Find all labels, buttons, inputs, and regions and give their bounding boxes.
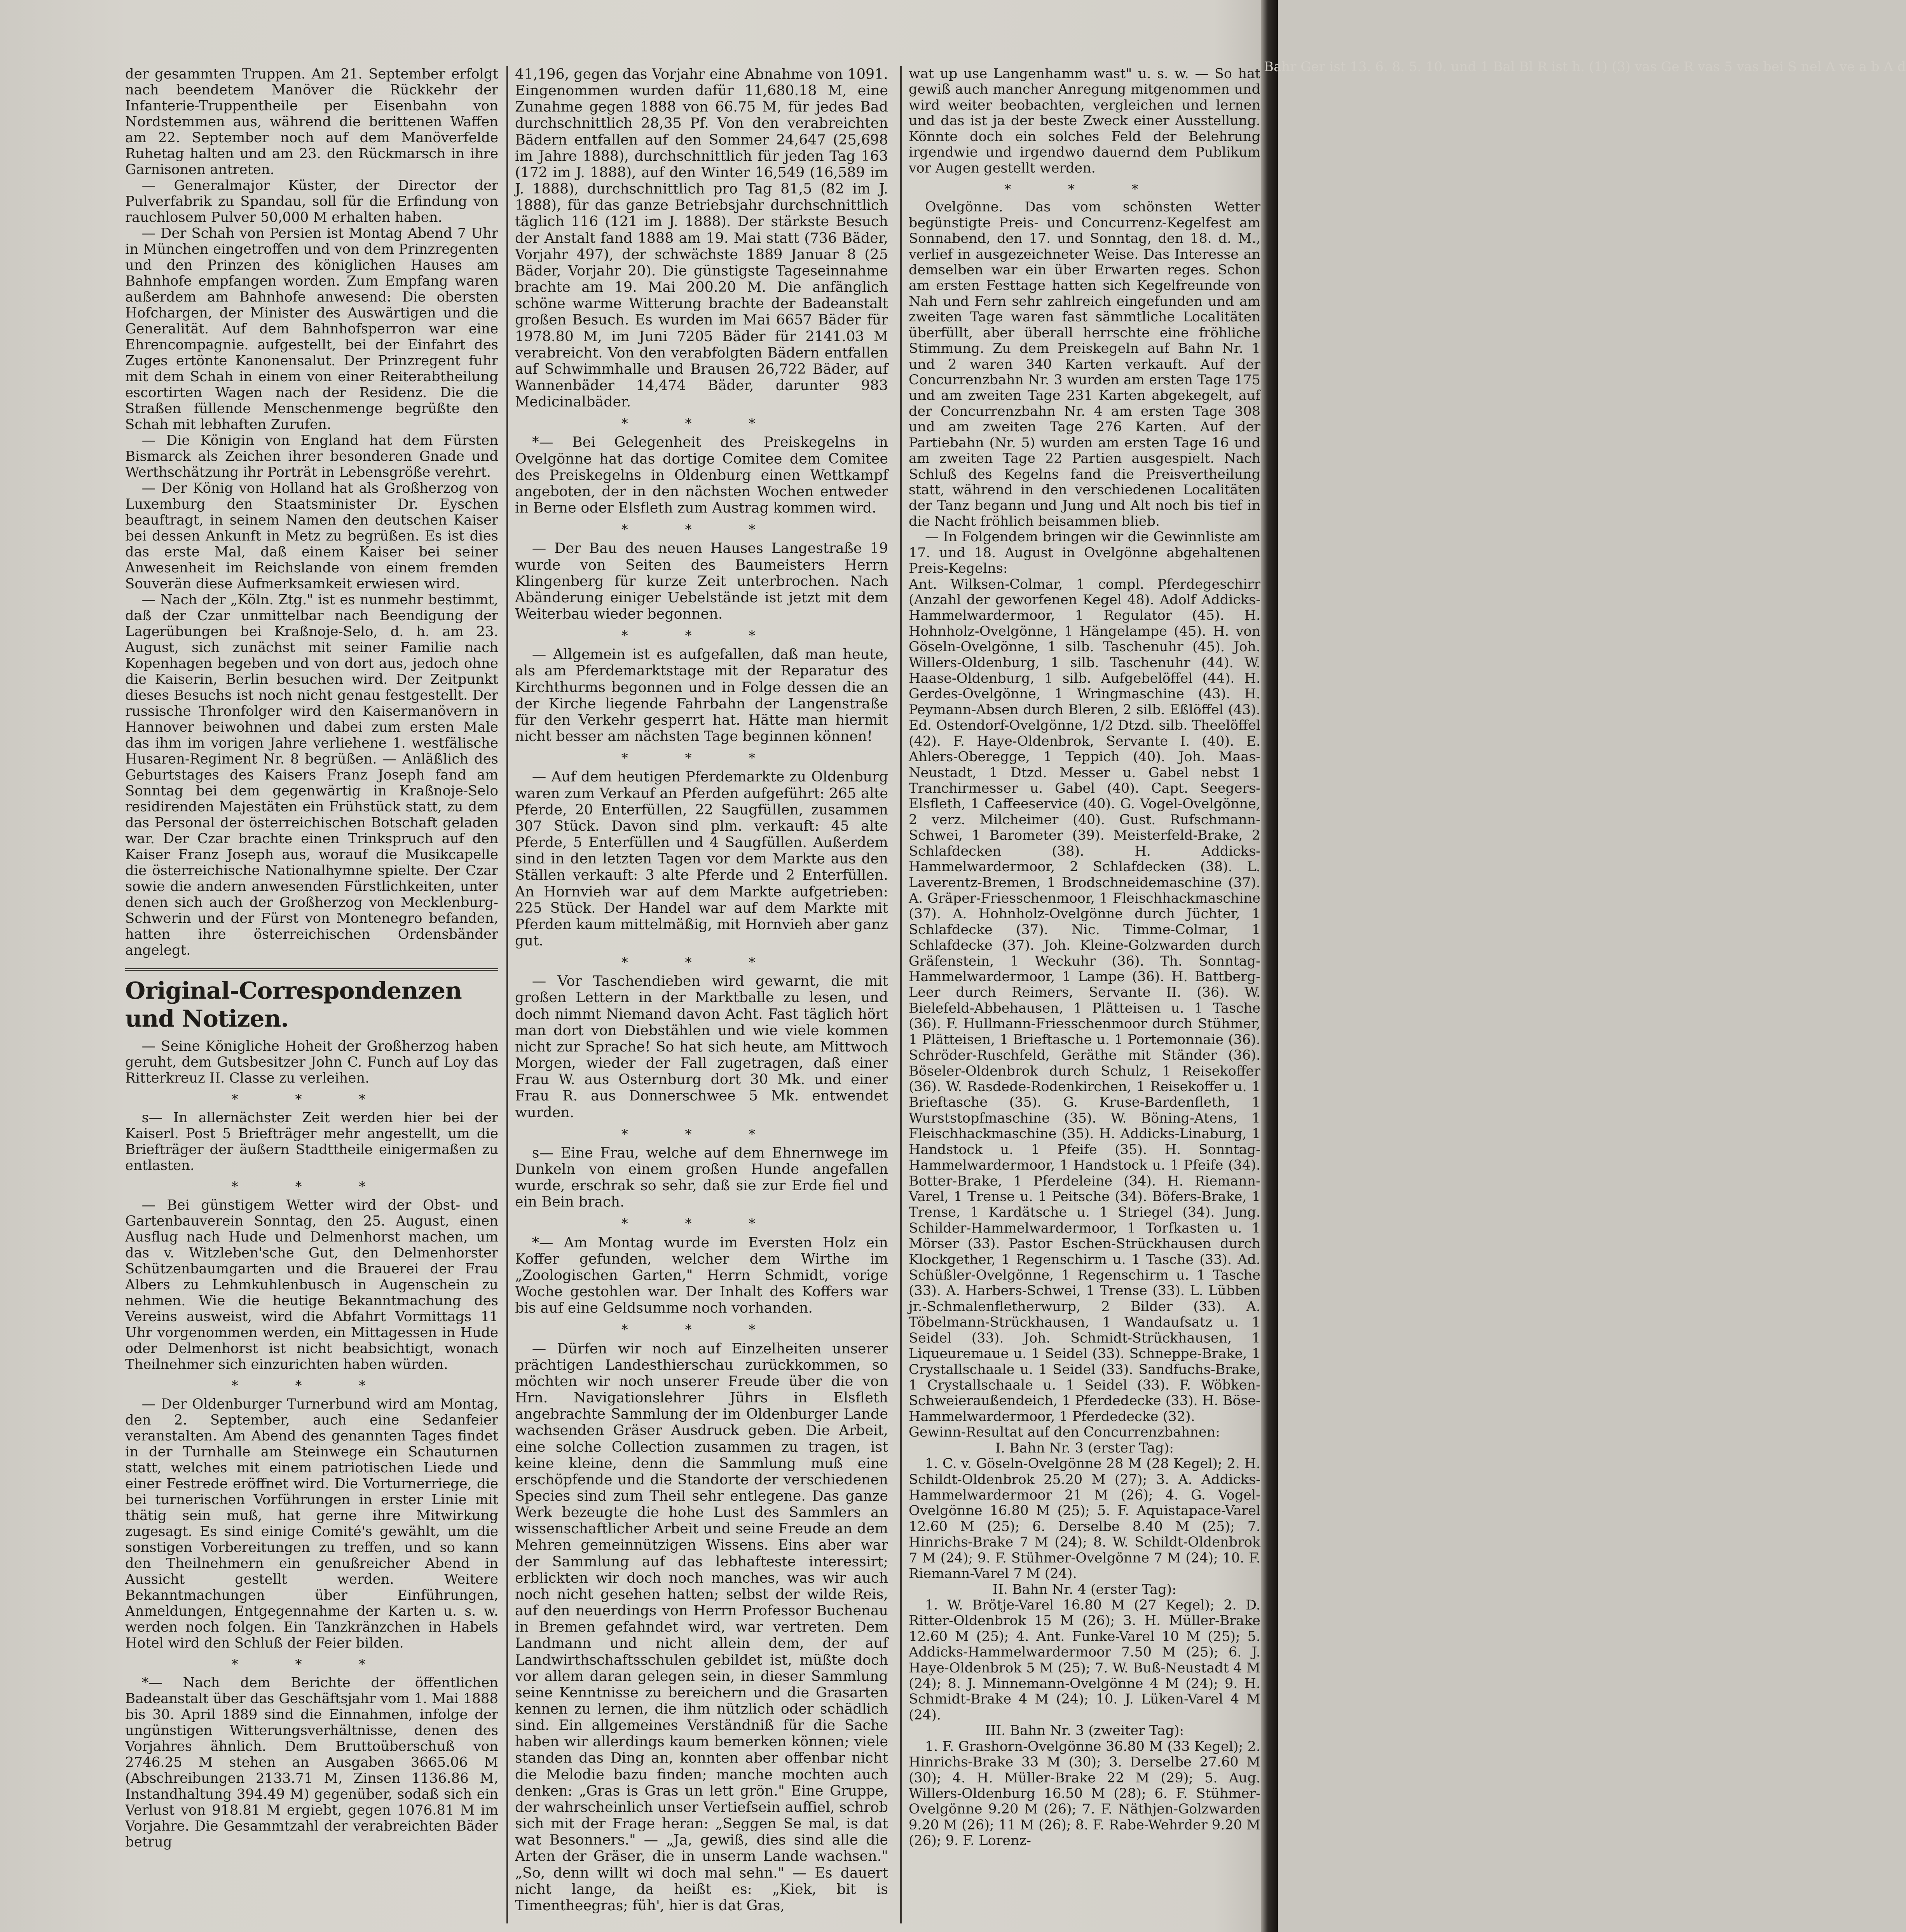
article-paragraph: — Nach der „Köln. Ztg." ist es nunmehr bestimmt, daß der Czar unmittelbar nach Beendigung der Lagerübungen bei Kraßnoje-Selo, d. h. am 23. August, sich zunächst mit seiner Familie nach Kopenhagen begeben und von dort aus, jedoch ohne die Kaiserin, Berlin besuchen wird. Der Zeitpunkt dieses Besuchs ist noch nicht genau festgestellt. Der russische Thronfolger wird den Kaisermanövern in Hannover beiwohnen und dabei zum ersten Male das ihm im vorigen Jahre verliehene 1. westfälische Husaren-Regiment Nr. 8 begrüßen. — Anläßlich des Geburtstages des Kaisers Franz Joseph fand am Sonntag bei dem gegenwärtig in Kraßnoje-Selo residirenden Majestäten ein Frühstück statt, zu dem das Personal der österreichischen Botschaft geladen war. Der Czar brachte einen Trinkspruch auf den Kaiser Franz Joseph aus, worauf die Musikcapelle die österreichische Nationalhymne spielte. Der Czar sowie die andern anwesenden Fürstlichkeiten, unter denen sich auch der Großherzog von Mecklenburg-Schwerin und der Fürst von Montenegro befanden, hatten ihre österreichischen Ordensbänder angelegt. <box>125 592 498 958</box>
article-paragraph: — Bei günstigem Wetter wird der Obst- und Gartenbauverein Sonntag, den 25. August, einen Ausflug nach Hude und Delmenhorst machen, um das v. Witzleben'sche Gut, den Delmenhorster Schützenbaumgarten und die Brauerei der Frau Albers zu Lehmkuhlenbusch in Augenschein zu nehmen. Wie die heutige Bekanntmachung des Vereins ausweist, wird die Abfahrt Vormittags 11 Uhr vorgenommen werden, ein Mittagessen in Hude oder Delmenhorst ist nicht beabsichtigt, wonach Theilnehmer sich einzurichten haben würden. <box>125 1197 498 1372</box>
asterism: * * * <box>621 750 782 766</box>
article-paragraph: — Der Schah von Persien ist Montag Abend 7 Uhr in München eingetroffen und von dem Prinzregenten und den Prinzen des königlichen Hauses am Bahnhofe empfangen worden. Zum Empfang waren außerdem am Bahnhofe anwesend: Die obersten Hofchargen, der Minister des Auswärtigen und die Generalität. Auf dem Bahnhofsperron war eine Ehrencompagnie. aufgestellt, bei der Einfahrt des Zuges ertönte Kanonensalut. Der Prinzregent fuhr mit dem Schah in einem von einer Reiterabtheilung escortirten Wagen nach der Residenz. Die die Straßen füllende Menschenmenge begrüßte den Schah mit lebhaften Zurufen. <box>125 225 498 432</box>
article-paragraph: — Der Bau des neuen Hauses Langestraße 19 wurde von Seiten des Baumeisters Herrn Klingenberg für kurze Zeit unterbrochen. Nach Abänderung einiger Uebelstände ist jetzt mit dem Weiterbau wieder begonnen. <box>515 540 888 622</box>
asterism: * * * <box>231 1378 392 1393</box>
asterism: * * * <box>621 628 782 644</box>
article-paragraph: — Auf dem heutigen Pferdemarkte zu Oldenburg waren zum Verkauf an Pferden aufgeführt: 265 alte Pferde, 20 Enterfüllen, 22 Saugfüllen, zusammen 307 Stück. Davon sind plm. verkauft: 45 alte Pferde, 5 Enterfüllen und 4 Saugfüllen. Außerdem sind in den letzten Tagen vor dem Markte aus den Ställen verkauft: 3 alte Pferde und 2 Enterfüllen. An Hornvieh war auf dem Markte aufgetrieben: 225 Stück. Der Handel war auf dem Markte mit Pferden kaum mittelmäßig, mit Hornvieh aber ganz gut. <box>515 768 888 949</box>
column-middle <box>515 66 888 1914</box>
article-paragraph: *— Bei Gelegenheit des Preiskegelns in Ovelgönne hat das dortige Comitee dem Comitee des Preiskegelns in Oldenburg einen Wettkampf angeboten, der in den nächsten Wochen entweder in Berne oder Elsfleth zum Austrag kommen wird. <box>515 434 888 516</box>
article-paragraph: — Die Königin von England hat dem Fürsten Bismarck als Zeichen ihrer besonderen Gnade und Werthschätzung ihr Porträt in Lebensgröße verehrt. <box>125 432 498 480</box>
results-list: 1. F. Grashorn-Ovelgönne 36.80 M (33 Kegel); 2. Hinrichs-Brake 33 M (30); 3. Derselbe 27.60 M (30); 4. H. Müller-Brake 22 M (29); 5. Aug. Willers-Oldenburg 16.50 M (28); 6. F. Stühmer-Ovelgönne 9.20 M (26); 7. F. Näthjen-Golzwarden 9.20 M (26); 11 M (26); 8. F. Rabe-Wehrder 9.20 M (26); 9. F. Lorenz- <box>909 1738 1260 1849</box>
article-paragraph: — Der König von Holland hat als Großherzog von Luxemburg den Staatsminister Dr. Eyschen beauftragt, in seinem Namen den deutschen Kaiser bei dessen Ankunft in Metz zu begrüßen. Es ist dies das erste Mal, daß einem Kaiser bei seiner Anwesenheit im Reichslande von einem fremden Souverän diese Aufmerksamkeit erwiesen wird. <box>125 480 498 592</box>
article-paragraph: — In Folgendem bringen wir die Gewinnliste am 17. und 18. August in Ovelgönne abgehaltenen Preis-Kegelns: <box>909 529 1260 577</box>
asterism: * * * <box>621 1216 782 1232</box>
asterism: * * * <box>231 1656 392 1672</box>
article-paragraph: wat up use Langenhamm wast" u. s. w. — So hat gewiß auch mancher Anregung mitgenommen und wird weiter beobachten, vergleichen und lernen und das ist ja der beste Zweck einer Ausstellung. Könnte doch ein solches Feld der Belehrung irgendwie und irgendwo dauernd dem Publikum vor Augen gestellt werden. <box>909 66 1260 176</box>
asterism: * * * <box>621 1126 782 1142</box>
results-subheading: I. Bahn Nr. 3 (erster Tag): <box>995 1440 1174 1456</box>
article-paragraph: — Generalmajor Küster, der Director der Pulverfabrik zu Spandau, soll für die Erfindung von rauchlosem Pulver 50,000 M erhalten haben. <box>125 178 498 225</box>
results-subheading: III. Bahn Nr. 3 (zweiter Tag): <box>985 1723 1184 1739</box>
results-list: 1. W. Brötje-Varel 16.80 M (27 Kegel); 2. D. Ritter-Oldenbrok 15 M (26); 3. H. Müller-Brake 12.60 M (25); 4. Ant. Funke-Varel 10 M (25); 5. Addicks-Hammelwardermoor 7.50 M (25); 6. J. Haye-Oldenbrok 5 M (25); 7. W. Buß-Neustadt 4 M (24); 8. J. Minnemann-Ovelgönne 4 M (24); 9. H. Schmidt-Brake 4 M (24); 10. J. Lüken-Varel 4 M (24). <box>909 1597 1260 1723</box>
results-list: 1. C. v. Göseln-Ovelgönne 28 M (28 Kegel); 2. H. Schildt-Oldenbrok 25.20 M (27); 3. A. Addicks-Hammelwardermoor 21 M (26); 4. G. Vogel-Ovelgönne 16.80 M (25); 5. F. Aquistapace-Varel 12.60 M (25); 6. Derselbe 8.40 M (25); 7. Hinrichs-Brake 7 M (24); 8. W. Schildt-Oldenbrok 7 M (24); 9. F. Stühmer-Ovelgönne 7 M (24); 10. F. Riemann-Varel 7 M (24). <box>909 1456 1260 1582</box>
article-paragraph: — Seine Königliche Hoheit der Großherzog haben geruht, dem Gutsbesitzer John C. Funch auf Loy das Ritterkreuz II. Classe zu verleihen. <box>125 1038 498 1086</box>
asterism: * * * <box>1004 181 1165 197</box>
article-paragraph: *— Nach dem Berichte der öffentlichen Badeanstalt über das Geschäftsjahr vom 1. Mai 1888 bis 30. April 1889 sind die Einnahmen, infolge der ungünstigen Witterungsverhältnisse, denen des Vorjahres ähnlich. Dem Bruttoüberschuß von 2746.25 M stehen an Ausgaben 3665.06 M (Abschreibungen 2133.71 M, Zinsen 1136.86 M, Instandhaltung 394.49 M) gegenüber, sodaß sich ein Verlust von 918.81 M ergiebt, gegen 1076.81 M im Vorjahre. Die Gesammtzahl der verabreichten Bäder betrug <box>125 1675 498 1850</box>
asterism: * * * <box>231 1179 392 1194</box>
section-title: Original-Correspondenzen und Notizen. <box>125 977 462 1032</box>
article-paragraph: Ovelgönne. Das vom schönsten Wetter begünstigte Preis- und Concurrenz-Kegelfest am Sonnabend, den 17. und Sonntag, den 18. d. M., verlief in ausgezeichneter Weise. Das Interesse an demselben war ein über Erwarten reges. Schon am ersten Festtage hatten sich Kegelfreunde von Nah und Fern sehr zahlreich eingefunden und am zweiten Tage waren fast sämmtliche Localitäten überfüllt, aber überall herrschte eine fröhliche Stimmung. Zu dem Preiskegeln auf Bahn Nr. 1 und 2 waren 340 Karten verkauft. Auf der Concurrenzbahn Nr. 3 wurden am ersten Tage 175 und am zweiten Tage 231 Karten abgekegelt, auf der Concurrenzbahn Nr. 4 am ersten Tage 308 und am zweiten Tage 276 Karten. Auf der Partiebahn (Nr. 5) wurden am ersten Tage 16 und am zweiten Tage 22 Partien ausgespielt. Nach Schluß des Kegelns fand die Preisvertheilung statt, während in den verschiedenen Localitäten der Tanz begann und Jung und Alt noch bis tief in die Nacht fröhlich beisammen blieb. <box>909 199 1260 529</box>
asterism: * * * <box>621 416 782 432</box>
article-paragraph: — Der Oldenburger Turnerbund wird am Montag, den 2. September, auch eine Sedanfeier veranstalten. Am Abend des genannten Tages findet in der Turnhalle am Steinwege ein Schauturnen statt, welches mit einem patriotischen Liede und einer Festrede eröffnet wird. Die Vorturnerriege, die bei turnerischen Vorführungen in erster Linie mit thätig sein muß, hat gerne ihre Mitwirkung zugesagt. Es sind einige Comité's gewählt, um die sonstigen Vorbereitungen zu treffen, und so kann den Theilnehmern ein genußreicher Abend in Aussicht gestellt werden. Weitere Bekanntmachungen über Einführungen, Anmeldungen, Entgegennahme der Karten u. s. w. werden noch folgen. Ein Tanzkränzchen in Habels Hotel wird den Schluß der Feier bilden. <box>125 1396 498 1651</box>
column-rule <box>900 66 902 1923</box>
prize-list-text: Ant. Wilksen-Colmar, 1 compl. Pferdegeschirr (Anzahl der geworfenen Kegel 48). Adolf Addicks-Hammelwardermoor, 1 Regulator (45). H. Hohnholz-Ovelgönne, 1 Hängelampe (45). H. von Göseln-Ovelgönne, 1 silb. Taschenuhr (45). Joh. Willers-Oldenburg, 1 silb. Taschenuhr (44). W. Haase-Oldenburg, 1 silb. Aufgebelöffel (44). H. Gerdes-Ovelgönne, 1 Wringmaschine (43). H. Peymann-Absen durch Bleren, 2 silb. Eßlöffel (43). Ed. Ostendorf-Ovelgönne, 1/2 Dtzd. silb. Theelöffel (42). F. Haye-Oldenbrok, Servante I. (40). E. Ahlers-Oberegge, 1 Teppich (40). Joh. Maas-Neustadt, 1 Dtzd. Messer u. Gabel nebst 1 Tranchirmesser u. Gabel (40). Capt. Seegers-Elsfleth, 1 Caffeeservice (40). G. Vogel-Ovelgönne, 2 verz. Milcheimer (40). Gust. Rufschmann-Schwei, 1 Barometer (39). Meisterfeld-Brake, 2 Schlafdecken (38). H. Addicks-Hammelwardermoor, 2 Schlafdecken (38). L. Laverentz-Bremen, 1 Brodschneidemaschine (37). A. Gräper-Friesschenmoor, 1 Fleischhackmaschine (37). A. Hohnholz-Ovelgönne durch Jüchter, 1 Schlafdecke (37). Nic. Timme-Colmar, 1 Schlafdecke (37). Joh. Kleine-Golzwarden durch Gräfenstein, 1 Weckuhr (36). Th. Sonntag-Hammelwardermoor, 1 Lampe (36). H. Battberg-Leer durch Reimers, Servante II. (36). W. Bielefeld-Abbehausen, 1 Plätteisen u. 1 Tasche (36). F. Hullmann-Friesschenmoor durch Stühmer, 1 Plätteisen, 1 Brieftasche u. 1 Portemonnaie (36). Schröder-Ruschfeld, Geräthe mit Ständer (36). Böseler-Oldenbrok durch Schulz, 1 Reisekoffer (36). W. Rasdede-Rodenkirchen, 1 Reisekoffer u. 1 Brieftasche (35). G. Kruse-Bardenfleth, 1 Wurststopfmaschine (35). W. Böning-Atens, 1 Fleischhackmaschine (35). H. Addicks-Linaburg, 1 Handstock u. 1 Pfeife (35). H. Sonntag-Hammelwardermoor, 1 Handstock u. 1 Pfeife (34). Botter-Brake, 1 Pferdeleine (34). H. Riemann-Varel, 1 Trense u. 1 Peitsche (34). Böfers-Brake, 1 Trense, 1 Kardätsche u. 1 Striegel (34). Jung. Schilder-Hammelwardermoor, 1 Torfkasten u. 1 Mörser (33). Pastor Eschen-Strückhausen durch Klockgether, 1 Regenschirm u. 1 Tasche (33). Ad. Schüßler-Ovelgönne, 1 Regenschirm u. 1 Tasche (33). A. Harbers-Schwei, 1 Trense (33). L. Lübben jr.-Schmalenfletherwurp, 2 Bilder (33). A. Töbelmann-Strückhausen, 1 Wandaufsatz u. 1 Seidel (33). Joh. Schmidt-Strückhausen, 1 Liqueuremaue u. 1 Seidel (33). Schneppe-Brake, 1 Crystallschaale u. 1 Seidel (33). Sandfuchs-Brake, 1 Crystallschaale u. 1 Seidel (33). F. Wöbken-Schweieraußendeich, 1 Pferdedecke (33). H. Böse-Hammelwardermoor, 1 Pferdedecke (32). <box>909 576 1260 1425</box>
article-paragraph: — Vor Taschendieben wird gewarnt, die mit großen Lettern in der Marktballe zu lesen, und doch nimmt Niemand davon Acht. Fast täglich hört man dort von Diebstählen und wie viele kommen nicht zur Sprache! So hat sich heute, am Mittwoch Morgen, wieder der Fall zugetragen, daß einer Frau W. aus Osternburg dort 30 Mk. und einer Frau R. aus Donnerschwee 5 Mk. entwendet wurden. <box>515 973 888 1121</box>
results-heading: Gewinn-Resultat auf den Concurrenzbahnen: <box>909 1425 1220 1440</box>
article-paragraph: s— Eine Frau, welche auf dem Ehnernwege im Dunkeln von einem großen Hunde angefallen wurde, erschrak so sehr, daß sie zur Erde fiel und ein Bein brach. <box>515 1144 888 1210</box>
asterism: * * * <box>621 1322 782 1338</box>
article-paragraph: — Allgemein ist es aufgefallen, daß man heute, als am Pferdemarktstage mit der Reparatur des Kirchthurms begonnen und in Folge dessen die an der Kirche liegende Fahrbahn der Langenstraße für den Verkehr gesperrt hat. Hätte man hiermit nicht besser am nächsten Tage beginnen können! <box>515 646 888 745</box>
article-paragraph: der gesammten Truppen. Am 21. September erfolgt nach beendetem Manöver die Rückkehr der Infanterie-Truppentheile per Eisenbahn von Nordstemmen aus, während die berittenen Waffen am 22. September noch auf dem Manöverfelde Ruhetag halten und am 23. den Rückmarsch in ihre Garnisonen antreten. <box>125 66 498 178</box>
article-paragraph: — Dürfen wir noch auf Einzelheiten unserer prächtigen Landesthierschau zurückkommen, so möchten wir noch unserer Freude über die von Hrn. Navigationslehrer Jührs in Elsfleth angebrachte Sammlung der im Oldenburger Lande wachsenden Gräser Ausdruck geben. Die Arbeit, eine solche Collection zusammen zu tragen, ist keine kleine, denn die Sammlung muß eine erschöpfende und die Standorte der verschiedenen Species sind zum Theil sehr entlegene. Das ganze Werk bezeugte die hohe Lust des Sammlers an wissenschaftlicher Arbeit und seine Freude an dem Mehren gemeinnützigen Wissens. Eins aber war der Sammlung auf das lebhafteste interessirt; erblickten wir doch noch manches, was wir auch noch nicht gesehen hatten; selbst der wilde Reis, auf den neuerdings von Herrn Professor Buchenau in Bremen gefahndet wird, war vertreten. Dem Landmann und nicht allein dem, der auf Landwirthschaftsschulen gebildet ist, müßte doch vor allem daran gelegen sein, in dieser Sammlung seine Kenntnisse zu bereichern und die Grasarten kennen zu lernen, die ihm nützlich oder schädlich sind. Ein allgemeines Verständniß für die Sache haben wir allerdings kaum bemerken können; viele standen das Ding an, konnten aber offenbar nicht die Melodie bazu finden; manche mochten auch denken: „Gras is Gras un lett grön." Eine Gruppe, der wahrscheinlich unser Vertiefsein auffiel, schrob sich mit der Frage heran: „Seggen Se mal, is dat wat Besonners." — „Ja, gewiß, dies sind alle die Arten der Gräser, die in unserm Lande wachsen." „So, denn willt wi doch mal sehn." — Es dauert nicht lange, da heißt es: „Kiek, bit is Timentheegras; füh', hier is dat Gras, <box>515 1340 888 1914</box>
results-subheading: II. Bahn Nr. 4 (erster Tag): <box>993 1582 1176 1597</box>
article-paragraph: *— Am Montag wurde im Eversten Holz ein Koffer gefunden, welcher dem Wirthe im „Zoologischen Garten," Herrn Schmidt, vorige Woche gestohlen war. Der Inhalt des Koffers war bis auf eine Geldsumme noch vorhanden. <box>515 1234 888 1316</box>
article-paragraph: 41,196, gegen das Vorjahr eine Abnahme von 1091. Eingenommen wurden dafür 11,680.18 M, eine Zunahme gegen 1888 von 66.75 M, für jedes Bad durchschnittlich 28,35 Pf. Von den verabreichten Bädern entfallen auf den Sommer 24,647 (25,698 im Jahre 1888), durchschnittlich für jeden Tag 163 (172 im J. 1888), auf den Winter 16,549 (16,589 im J. 1888), durchschnittlich pro Tag 81,5 (82 im J. 1888), für das ganze Betriebsjahr durchschnittlich täglich 116 (121 im J. 1888). Der stärkste Besuch der Anstalt fand 1888 am 19. Mai statt (736 Bäder, Vorjahr 497), der schwächste 1889 Januar 8 (25 Bäder, Vorjahr 20). Die günstigste Tageseinnahme brachte am 19. Mai 200.20 M. Die anfänglich schöne warme Witterung brachte der Badeanstalt großen Besuch. Es wurden im Mai 6657 Bäder für 1978.80 M, im Juni 7205 Bäder für 2141.03 M verabreicht. Von den verabfolgten Bädern entfallen auf Schwimmhalle und Brausen 26,722 Bäder, auf Wannenbäder 14,474 Bäder, darunter 983 Medicinalbäder. <box>515 66 888 410</box>
asterism: * * * <box>231 1092 392 1107</box>
adjacent-page-text: Bahr Ger ist 13. 6. 8. 5. 10. und 1 Bal Bl R ist h. (1) (3) vas Ge R vas 5 vas bei S nel A ve a b A d <box>1264 59 1906 75</box>
column-left <box>125 66 498 1850</box>
section-divider <box>125 968 498 971</box>
asterism: * * * <box>621 955 782 971</box>
column-rule <box>506 66 508 1923</box>
article-paragraph: s— In allernächster Zeit werden hier bei der Kaiserl. Post 5 Briefträger mehr angestellt, um die Briefträger der äußern Stadttheile einigermaßen zu entlasten. <box>125 1110 498 1173</box>
asterism: * * * <box>621 522 782 538</box>
column-right <box>909 66 1260 1849</box>
prize-list <box>909 577 1260 1425</box>
